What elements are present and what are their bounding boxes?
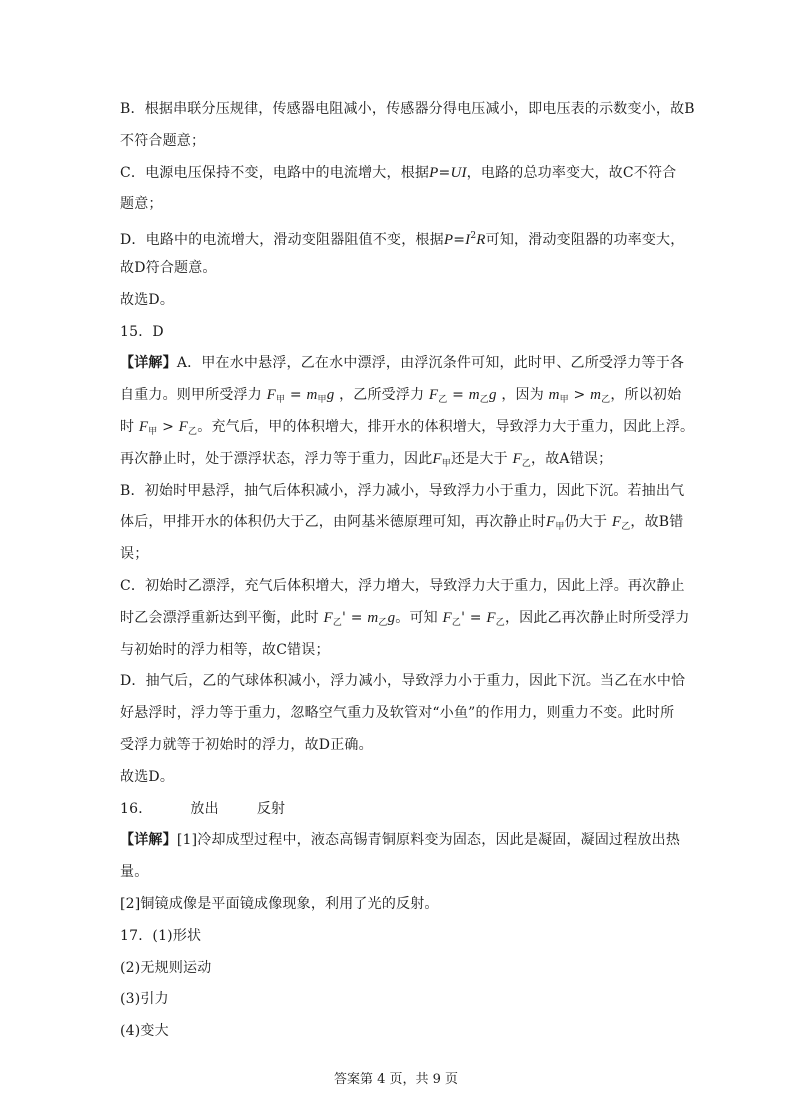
- text-line: [120, 768, 686, 786]
- formula-symbol: F: [266, 387, 277, 404]
- formula-operator: =: [453, 232, 466, 249]
- formula-symbol: F: [178, 419, 189, 435]
- formula-subscript: 乙: [495, 617, 505, 628]
- text-line: [120, 959, 686, 977]
- text-line: [120, 227, 686, 249]
- formula-subscript: 甲: [559, 395, 569, 406]
- formula-subscript: 乙: [378, 617, 388, 628]
- text-segment: 16．: [120, 800, 153, 817]
- formula-operator: ' =: [461, 609, 487, 626]
- formula-operator: >: [157, 419, 179, 435]
- text-line: [120, 195, 686, 213]
- text-segment: ，电路的总功率变大，故C不符合: [466, 164, 677, 181]
- text-segment: A．甲在水中悬浮，乙在水中漂浮，由浮沉条件可知，此时甲、乙所受浮力等于各: [176, 355, 685, 372]
- formula-operator: =: [285, 387, 307, 404]
- formula-subscript: 乙: [601, 395, 611, 406]
- text-segment: 仍大于: [564, 514, 612, 531]
- text-segment: 题意；: [120, 196, 163, 213]
- text-segment: 好悬浮时，浮力等于重力，忽略空气重力及软管对“小鱼”的作用力，则重力不变。此时所: [120, 705, 675, 722]
- text-segment: ，因为: [496, 387, 549, 404]
- formula-operator: =: [438, 164, 451, 181]
- text-segment: 误；: [120, 546, 149, 563]
- text-line: [120, 990, 686, 1008]
- formula-exponent: 2: [470, 231, 477, 242]
- text-segment: 体后，甲排开水的体积仍大于乙，由阿基米德原理可知，再次静止时: [120, 514, 546, 531]
- text-line: [120, 386, 686, 409]
- formula-symbol: I: [465, 232, 471, 249]
- formula-subscript: 乙: [621, 522, 631, 533]
- text-segment: ，乙所受浮力: [334, 387, 429, 404]
- text-segment: 时乙会漂浮重新达到平衡，此时: [120, 609, 324, 626]
- text-line: [120, 736, 686, 754]
- formula-symbol: P: [429, 164, 439, 181]
- text-segment: 与初始时的浮力相等，故C错误；: [120, 641, 330, 658]
- text-segment: 15．D: [120, 323, 164, 340]
- formula-symbol: m: [468, 387, 480, 404]
- text-segment: ，因此乙再次静止时所受浮力: [504, 609, 690, 626]
- text-line: [120, 100, 695, 118]
- text-segment: 自重力。则甲所受浮力: [120, 387, 267, 404]
- formula-operator: >: [568, 387, 591, 404]
- text-line: [120, 132, 686, 150]
- text-segment: D．抽气后，乙的气球体积减小，浮力减小，导致浮力小于重力，因此下沉。当乙在水中恰: [120, 673, 686, 690]
- formula-symbol: F: [611, 514, 622, 531]
- text-segment: 。可知: [395, 609, 443, 626]
- text-line: [120, 291, 686, 309]
- question-number: [120, 323, 686, 341]
- formula-symbol: F: [442, 609, 452, 626]
- text-line: [120, 418, 695, 441]
- text-line: [120, 1022, 686, 1040]
- text-line: [120, 577, 686, 595]
- formula-symbol: m: [548, 387, 560, 404]
- text-segment: (4)变大: [120, 1023, 169, 1040]
- formula-symbol: m: [306, 387, 318, 404]
- formula-subscript: 甲: [276, 395, 286, 406]
- formula-subscript: 乙: [451, 617, 462, 628]
- formula-symbol: m: [367, 609, 379, 626]
- text-segment: [1]冷却成型过程中，液态高锡青铜原料变为固态，因此是凝固，凝固过程放出热: [176, 832, 681, 849]
- formula-operator: ' =: [342, 609, 368, 626]
- formula-symbol: F: [428, 387, 439, 404]
- formula-symbol: F: [486, 609, 496, 626]
- text-segment: 故选D。: [120, 768, 175, 785]
- text-segment: ，故A错误；: [531, 450, 613, 467]
- question-number: [120, 800, 686, 818]
- text-segment: ，故B错: [630, 514, 684, 531]
- detail-label: 【详解】: [120, 355, 177, 372]
- text-segment: (3)引力: [120, 991, 169, 1008]
- answer-blank-1: 放出: [190, 800, 219, 817]
- text-segment: C．电源电压保持不变，电路中的电流增大，根据: [120, 164, 430, 181]
- text-segment: 可知，滑动变阻器的功率变大，: [485, 232, 685, 249]
- formula-symbol: g: [326, 387, 335, 404]
- text-segment: 。充气后，甲的体积增大，排开水的体积增大，导致浮力大于重力，因此上浮。: [197, 419, 695, 435]
- page-footer: 答案第 4 页，共 9 页: [333, 1072, 459, 1087]
- formula-subscript: 甲: [441, 458, 451, 469]
- text-line: [120, 450, 686, 473]
- text-line: [120, 259, 686, 277]
- text-segment: D．电路中的电流增大，滑动变阻器阻值不变，根据: [120, 232, 444, 249]
- text-line: [120, 164, 686, 182]
- text-segment: 故D符合题意。: [120, 260, 217, 276]
- text-segment: 故选D。: [120, 291, 175, 308]
- formula-symbol: m: [590, 387, 602, 404]
- text-segment: C．初始时乙漂浮，充气后体积增大，浮力增大，导致浮力大于重力，因此上浮。再次静止: [120, 578, 685, 594]
- formula-subscript: 甲: [317, 395, 327, 406]
- text-line: [120, 641, 686, 659]
- formula-symbol: F: [546, 514, 556, 531]
- text-segment: 不符合题意；: [120, 132, 206, 149]
- formula-symbol: F: [138, 419, 149, 435]
- text-segment: 还是大于: [450, 450, 513, 467]
- formula-symbol: P: [443, 232, 454, 249]
- text-segment: 受浮力就等于初始时的浮力，故D正确。: [120, 737, 373, 753]
- answer-blank-2: 反射: [256, 800, 286, 817]
- text-segment: 17．(1)形状: [120, 927, 202, 944]
- text-segment: B．根据串联分压规律，传感器电阻减小，传感器分得电压减小，即电压表的示数变小，故B: [120, 101, 695, 117]
- text-segment: 量。: [120, 864, 149, 881]
- formula-subscript: 乙: [188, 427, 198, 437]
- text-line: [120, 545, 686, 563]
- formula-symbol: g: [488, 387, 497, 404]
- text-segment: ，所以初始: [610, 387, 682, 404]
- question-number: [120, 927, 686, 945]
- text-line: [120, 895, 686, 913]
- formula-symbol: UI: [450, 164, 467, 181]
- formula-symbol: F: [432, 450, 442, 467]
- text-line: [120, 704, 686, 722]
- text-segment: 时: [120, 419, 139, 435]
- detail-label: 【详解】: [120, 832, 177, 849]
- text-line: [120, 609, 690, 632]
- text-line: [120, 482, 686, 500]
- text-line: [120, 863, 686, 881]
- text-line: [120, 831, 686, 849]
- formula-symbol: R: [476, 232, 486, 249]
- text-segment: [2]铜镜成像是平面镜成像现象，利用了光的反射。: [120, 896, 439, 912]
- text-segment: (2)无规则运动: [120, 959, 212, 976]
- formula-operator: =: [447, 387, 469, 404]
- formula-subscript: 乙: [332, 617, 343, 628]
- text-segment: B．初始时甲悬浮，抽气后体积减小，浮力减小，导致浮力小于重力，因此下沉。若抽出气: [120, 482, 685, 499]
- formula-symbol: g: [387, 609, 396, 626]
- text-line: [120, 672, 686, 690]
- text-segment: 再次静止时，处于漂浮状态，浮力等于重力，因此: [120, 450, 433, 467]
- formula-subscript: 乙: [521, 458, 532, 469]
- formula-subscript: 甲: [148, 427, 158, 437]
- formula-subscript: 甲: [555, 522, 565, 533]
- text-line: [120, 513, 686, 536]
- formula-symbol: F: [323, 609, 333, 626]
- formula-symbol: F: [512, 450, 522, 467]
- formula-subscript: 乙: [438, 395, 448, 406]
- formula-subscript: 乙: [479, 395, 489, 406]
- text-line: [120, 354, 686, 372]
